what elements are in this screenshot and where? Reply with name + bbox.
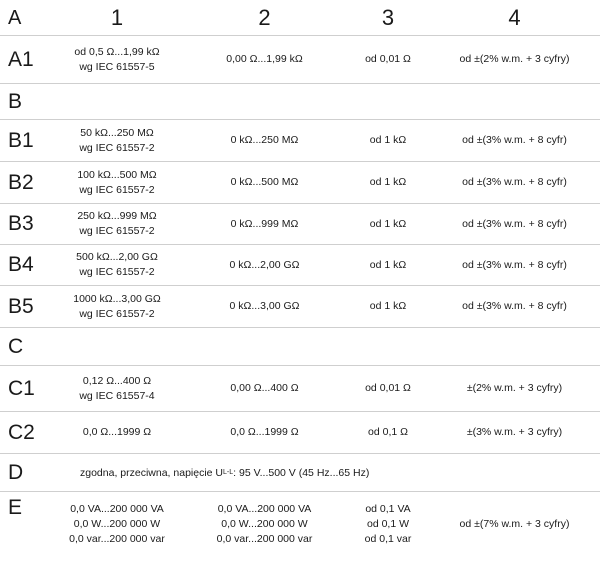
range-text: 50 kΩ...250 MΩ: [80, 126, 154, 139]
range-cell: [52, 412, 182, 453]
accuracy: od ±(3% w.m. + 8 cyfr): [462, 217, 567, 230]
resolution: od 1 kΩ: [369, 176, 407, 188]
accuracy: od ±(3% w.m. + 8 cyfr): [462, 300, 567, 312]
range-cell: [52, 286, 182, 327]
table-row: [0, 36, 600, 84]
row-id: B1: [8, 128, 34, 152]
standard-text: wg IEC 61557-5: [79, 60, 155, 73]
range-text: 250 kΩ...999 MΩ: [77, 210, 157, 222]
header-col-1: 1: [110, 5, 124, 30]
resolution: od 0,1 Ω: [368, 426, 408, 438]
accuracy: od ±(3% w.m. + 8 cyfr): [462, 258, 567, 271]
accuracy: od ±(3% w.m. + 8 cyfr): [462, 134, 567, 146]
accuracy: od ±(2% w.m. + 3 cyfry): [459, 53, 570, 65]
row-id: D: [8, 460, 24, 484]
display-range: 0 kΩ...999 MΩ: [230, 217, 299, 230]
range-text: 0,0 VA...200 000 VA: [70, 502, 164, 515]
resolution: od 0,01 Ω: [365, 382, 411, 394]
table-row: [0, 412, 600, 454]
display-range: 0,0 var...200 000 var: [216, 532, 313, 545]
range-text: 500 kΩ...2,00 GΩ: [76, 251, 158, 263]
table-row: [0, 245, 600, 286]
range-cell: [52, 162, 182, 203]
header-col-4: 4: [508, 5, 521, 30]
note-text-pre: zgodna, przeciwna, napięcie U: [80, 466, 224, 479]
accuracy: ±(2% w.m. + 3 cyfry): [466, 382, 563, 394]
standard-text: wg IEC 61557-2: [79, 225, 155, 237]
accuracy: od ±(3% w.m. + 8 cyfr): [462, 176, 567, 188]
table-row: [0, 492, 600, 556]
display-range: 0,0 VA...200 000 VA: [217, 502, 312, 515]
row-id: B4: [8, 253, 34, 276]
range-text: 1000 kΩ...3,00 GΩ: [73, 292, 161, 305]
row-id: C2: [8, 420, 35, 444]
table-row: [0, 204, 600, 245]
table-row: [0, 454, 600, 492]
row-id: A1: [8, 47, 34, 71]
row-id: B3: [8, 212, 34, 235]
row-id: B2: [8, 170, 34, 194]
range-text: 100 kΩ...500 MΩ: [77, 168, 157, 181]
standard-text: wg IEC 61557-2: [79, 141, 155, 154]
header-col-id: A: [8, 6, 22, 29]
standard-text: wg IEC 61557-2: [79, 307, 155, 320]
standard-text: wg IEC 61557-4: [79, 389, 155, 402]
display-range: 0,00 Ω...400 Ω: [230, 382, 299, 394]
resolution: od 1 kΩ: [369, 258, 407, 271]
row-id: B5: [8, 294, 34, 318]
range-text: 0,0 var...200 000 var: [69, 532, 165, 545]
note-subscript: L-L: [223, 469, 234, 476]
display-range: 0,0 W...200 000 W: [221, 517, 308, 530]
display-range: 0 kΩ...500 MΩ: [230, 176, 299, 188]
range-cell: [52, 36, 182, 83]
display-range: 0 kΩ...250 MΩ: [230, 134, 299, 146]
display-range-cell: [182, 492, 347, 556]
row-id: C1: [8, 376, 35, 400]
header-row: [0, 0, 600, 36]
range-text: od 0,5 Ω...1,99 kΩ: [74, 45, 160, 58]
standard-text: wg IEC 61557-2: [79, 183, 155, 196]
range-cell: [52, 492, 182, 556]
table-row: [0, 162, 600, 204]
table-row: [0, 366, 600, 412]
resolution: od 1 kΩ: [369, 134, 407, 146]
accuracy: od ±(7% w.m. + 3 cyfry): [459, 517, 570, 530]
resolution: od 0,01 Ω: [365, 53, 411, 65]
section-row: [0, 328, 600, 366]
row-id: C: [8, 334, 24, 358]
header-col-2: 2: [258, 5, 271, 30]
header-col-3: 3: [381, 5, 395, 30]
table-row: [0, 286, 600, 328]
range-text: 0,0 W...200 000 W: [73, 517, 161, 530]
range-cell: [52, 366, 182, 411]
resolution: od 1 kΩ: [369, 217, 407, 230]
resolution: od 0,1 var: [364, 532, 412, 545]
resolution: od 0,1 W: [366, 517, 410, 530]
row-id: E: [8, 496, 23, 519]
display-range: 0 kΩ...3,00 GΩ: [229, 300, 300, 312]
accuracy: ±(3% w.m. + 3 cyfry): [466, 426, 563, 438]
phase-sequence-note: [52, 454, 369, 491]
range-text: 0,0 Ω...1999 Ω: [82, 426, 152, 438]
resolution: od 0,1 VA: [365, 502, 411, 515]
resolution: od 1 kΩ: [369, 300, 407, 312]
table-row: [0, 120, 600, 162]
range-cell: [52, 204, 182, 244]
display-range: 0,00 Ω...1,99 kΩ: [226, 53, 303, 65]
display-range: 0 kΩ...2,00 GΩ: [229, 258, 300, 271]
standard-text: wg IEC 61557-2: [79, 266, 155, 278]
section-row: [0, 84, 600, 120]
range-text: 0,12 Ω...400 Ω: [82, 374, 152, 387]
display-range: 0,0 Ω...1999 Ω: [230, 426, 299, 438]
resolution-cell: [347, 492, 429, 556]
range-cell: [52, 245, 182, 285]
note-text-post: : 95 V...500 V (45 Hz...65 Hz): [233, 466, 370, 479]
row-id: B: [8, 89, 23, 113]
range-cell: [52, 120, 182, 161]
